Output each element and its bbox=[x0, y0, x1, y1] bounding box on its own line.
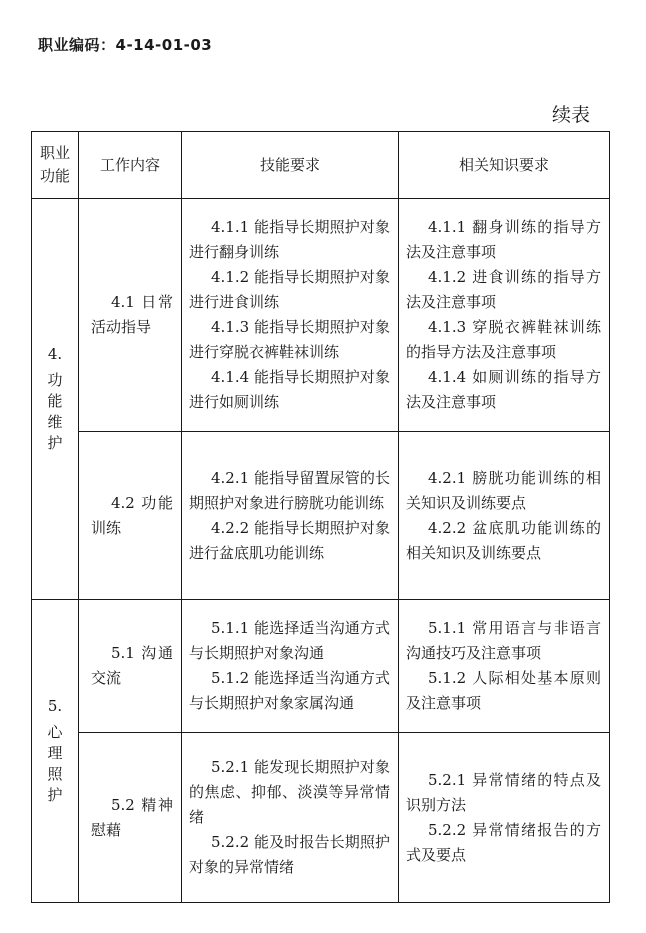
knowledge-item: 5.2.1 异常情绪的特点及识别方法 bbox=[406, 770, 601, 814]
knowledge-item: 4.1.1 翻身训练的指导方法及注意事项 bbox=[406, 218, 601, 261]
function-name: 心理照护 bbox=[47, 723, 63, 804]
col-header-knowledge: 相关知识要求 bbox=[399, 132, 610, 199]
skill-item: 4.1.3 能指导长期照护对象进行穿脱衣裤鞋袜训练 bbox=[189, 318, 390, 361]
table-row bbox=[32, 199, 610, 432]
knowledge-requirements-cell bbox=[399, 600, 610, 733]
function-number: 5. bbox=[47, 697, 63, 715]
skill-item: 5.1.1 能选择适当沟通方式与长期照护对象沟通 bbox=[189, 619, 390, 662]
knowledge-item: 5.1.1 常用语言与非语言沟通技巧及注意事项 bbox=[406, 619, 601, 662]
work-content-cell bbox=[79, 600, 182, 733]
work-content-text: 5.2 精神慰藉 bbox=[91, 795, 173, 839]
skill-item: 5.2.2 能及时报告长期照护对象的异常情绪 bbox=[189, 833, 390, 876]
work-content-text: 4.2 功能训练 bbox=[91, 493, 173, 537]
occupation-code: 职业编码：4-14-01-03 bbox=[38, 36, 213, 54]
function-cell bbox=[32, 199, 79, 600]
function-cell bbox=[32, 600, 79, 903]
continued-label: 续表 bbox=[551, 104, 590, 126]
knowledge-item: 4.1.2 进食训练的指导方法及注意事项 bbox=[406, 268, 601, 311]
work-content-text: 4.1 日常活动指导 bbox=[91, 293, 173, 336]
function-name: 功能维护 bbox=[47, 371, 63, 452]
work-content-text: 5.1 沟通交流 bbox=[91, 644, 173, 687]
knowledge-item: 5.2.2 异常情绪报告的方式及要点 bbox=[406, 820, 601, 864]
skill-item: 5.2.1 能发现长期照护对象的焦虑、抑郁、淡漠等异常情绪 bbox=[189, 758, 390, 826]
knowledge-item: 4.1.3 穿脱衣裤鞋袜训练的指导方法及注意事项 bbox=[406, 318, 601, 361]
skill-item: 4.1.4 能指导长期照护对象进行如厕训练 bbox=[189, 368, 390, 411]
col-header-skills: 技能要求 bbox=[182, 132, 399, 199]
table-row bbox=[32, 432, 610, 600]
table-header-row bbox=[32, 132, 610, 199]
skills-table bbox=[31, 131, 610, 903]
skill-item: 4.1.2 能指导长期照护对象进行进食训练 bbox=[189, 268, 390, 311]
work-content-cell bbox=[79, 199, 182, 432]
col-header-function: 职业 功能 bbox=[32, 132, 79, 199]
knowledge-requirements-cell bbox=[399, 432, 610, 600]
work-content-cell bbox=[79, 733, 182, 903]
skill-requirements-cell bbox=[182, 199, 399, 432]
skill-item: 5.1.2 能选择适当沟通方式与长期照护对象家属沟通 bbox=[189, 669, 390, 712]
table-row bbox=[32, 600, 610, 733]
skill-item: 4.1.1 能指导长期照护对象进行翻身训练 bbox=[189, 218, 390, 261]
col-header-content: 工作内容 bbox=[79, 132, 182, 199]
work-content-cell bbox=[79, 432, 182, 600]
knowledge-item: 4.2.2 盆底肌功能训练的相关知识及训练要点 bbox=[406, 518, 601, 562]
table-row bbox=[32, 733, 610, 903]
knowledge-requirements-cell bbox=[399, 733, 610, 903]
knowledge-item: 4.2.1 膀胱功能训练的相关知识及训练要点 bbox=[406, 468, 601, 512]
skill-requirements-cell bbox=[182, 733, 399, 903]
function-number: 4. bbox=[47, 345, 63, 363]
knowledge-item: 5.1.2 人际相处基本原则及注意事项 bbox=[406, 669, 601, 712]
knowledge-item: 4.1.4 如厕训练的指导方法及注意事项 bbox=[406, 368, 601, 411]
skill-requirements-cell bbox=[182, 432, 399, 600]
skill-item: 4.2.1 能指导留置尿管的长期照护对象进行膀胱功能训练 bbox=[189, 468, 390, 512]
skill-item: 4.2.2 能指导长期照护对象进行盆底肌功能训练 bbox=[189, 518, 390, 562]
knowledge-requirements-cell bbox=[399, 199, 610, 432]
skill-requirements-cell bbox=[182, 600, 399, 733]
